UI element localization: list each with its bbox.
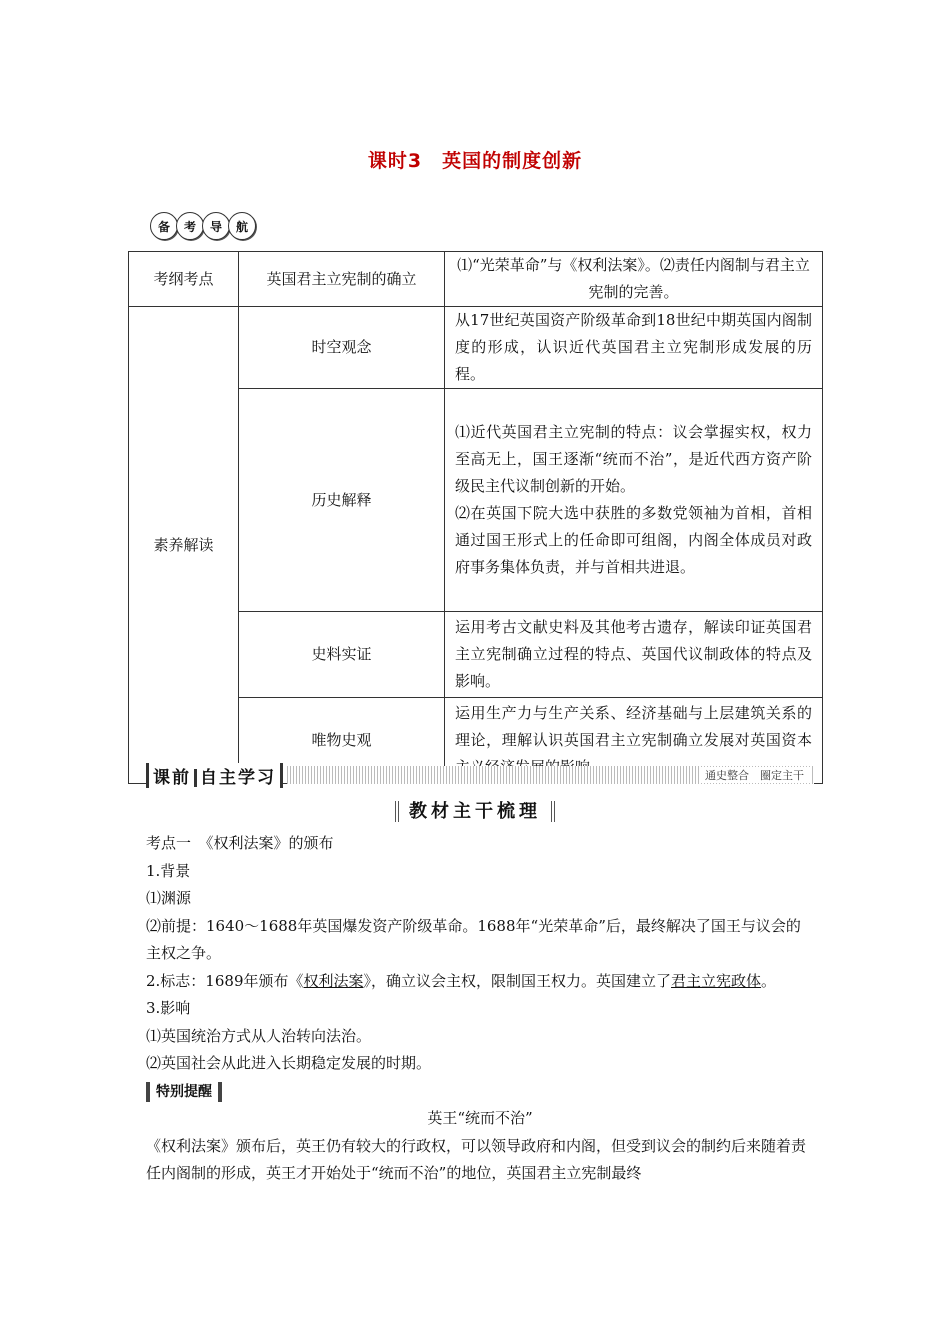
paragraph: ⑴英国统治方式从人治转向法治。: [146, 1026, 372, 1045]
section-heading: [0, 797, 950, 823]
table-cell: 运用考古文献史料及其他考古遗存，解读印证英国君主立宪制确立过程的特点、英国代议制政体的特点及影响。: [445, 612, 823, 698]
nav-badge-char: 考: [176, 212, 204, 240]
main-content: [146, 830, 814, 1188]
table-cell: 运用生产力与生产关系、经济基础与上层建筑关系的理论，理解认识英国君主立宪制确立发展对英国资本: [445, 698, 823, 784]
special-reminder-label: 特别提醒: [146, 1082, 222, 1102]
table-cell: 唯物史观: [239, 698, 445, 784]
table-cell-text: ⑴近代英国君主立宪制的特点：议会掌握实权，权力至高无上，国王逐渐“统而不治”，是近代西方资产阶级民主代议制创新的开始。: [455, 423, 812, 495]
nav-badge-char: 导: [202, 212, 230, 240]
paragraph: 3.影响: [146, 999, 191, 1017]
table-cell-text: 英国君主立宪制的确立: [266, 269, 417, 288]
table-cell: 考纲考点: [129, 252, 239, 307]
section-heading-text: 教材主干梳理: [395, 801, 555, 822]
section-banner: [146, 764, 814, 786]
banner-subtitle: 通史整合 圈定主干: [699, 767, 810, 783]
table-cell: 历史解释: [239, 389, 445, 612]
paragraph: ⑵英国社会从此进入长期稳定发展的时期。: [146, 1054, 432, 1072]
underlined-term: 权利法案: [303, 971, 364, 990]
nav-badge-char: 航: [228, 212, 256, 240]
paragraph: 考点一 《权利法案》的颁布: [146, 834, 334, 852]
table-cell-text: ⑴“光荣革命”与《权利法案》。⑵责任内阁制与君主立宪制的完善。: [457, 256, 810, 301]
table-cell: [445, 389, 823, 612]
page-title: 课时3 英国的制度创新: [367, 150, 583, 172]
table-row: [129, 307, 823, 389]
nav-badge-char: 备: [150, 212, 178, 240]
banner-title-part: 自主学习: [200, 767, 276, 788]
underlined-term: 君主立宪政体: [671, 971, 762, 990]
table-cell: 从17世纪英国资产阶级革命到18世纪中期英国内阁制度的形成，认识近代英国君主立宪制形成发展的历程。: [445, 307, 823, 389]
table-cell-text: ⑵在英国下院大选中获胜的多数党领袖为首相，首相通过国王形式上的任命即可组阁，内阁全体成员对政府事务集体负责，并与首相共进退。: [455, 504, 812, 576]
paragraph: 《权利法案》颁布后，英王仍有较大的行政权，可以领导政府和内阁，但受到议会的制约后来随着责任内阁制的形成，英王才开始处于“统而不治”的地位，英国君主立宪制最终: [146, 1136, 807, 1182]
text-run: 。: [761, 971, 777, 990]
banner-divider: [194, 769, 197, 787]
banner-title-part: 课前: [153, 767, 191, 788]
paragraph: ⑵前提：1640～1688年英国爆发资产阶级革命。1688年“光荣革命”后，最终解决了国王与议会的主权之争。: [146, 916, 801, 962]
exam-guide-table: [128, 251, 823, 784]
reminder-title: 英王“统而不治”: [427, 1109, 533, 1127]
table-cell: 素养解读: [129, 307, 239, 784]
paragraph: ⑴渊源: [146, 889, 192, 907]
banner-title: [146, 763, 283, 788]
table-cell: [445, 252, 823, 307]
paragraph: [146, 968, 814, 996]
text-run: 》，确立议会主权，限制国王权力。英国建立了: [363, 971, 672, 990]
text-run: 2.标志：1689年颁布《: [146, 971, 304, 990]
paragraph: 1.背景: [146, 861, 191, 880]
exam-navigation-badge: [150, 212, 254, 240]
table-cell: [239, 252, 445, 307]
table-row: [129, 252, 823, 307]
table-cell: 史料实证: [239, 612, 445, 698]
table-cell: 时空观念: [239, 307, 445, 389]
